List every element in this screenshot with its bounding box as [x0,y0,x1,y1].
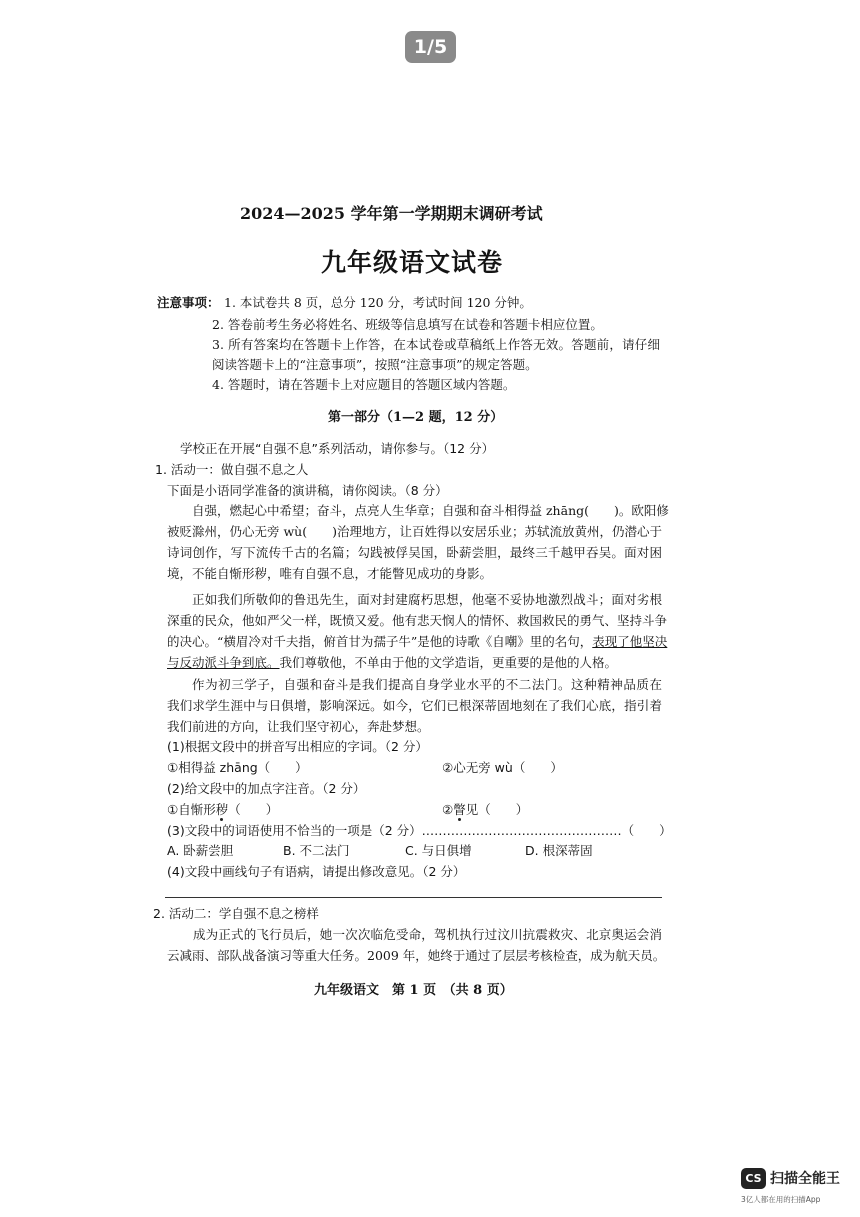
dotted-char: 瞥 [453,802,466,817]
sub-question-1-a: ①相得益 zhāng（ ） [167,760,308,775]
option-b: B. 不二法门 [283,843,350,858]
sub-question-1-b: ②心无旁 wù（ ） [442,760,563,775]
sub-question-2-b [442,802,528,817]
notes-item: 3. 所有答案均在答题卡上作答，在本试卷或草稿纸上作答无效。答题前，请仔细 [212,337,660,352]
notes-item: 4. 答题时，请在答题卡上对应题目的答题区域内答题。 [212,377,516,392]
dotted-char: 秽 [215,802,229,817]
option-text: ② [442,802,454,817]
page-indicator: 1/5 [405,31,456,63]
paper-title: 九年级语文试卷 [321,248,504,277]
passage-line: 境，不能自惭形秽，唯有自强不息，才能瞥见成功的身影。 [167,566,493,581]
underlined-sentence: 与反动派斗争到底。 [167,655,280,670]
notes-item: 阅读答题卡上的“注意事项”，按照“注意事项”的规定答题。 [212,357,538,372]
option-text: 见（ ） [465,802,529,817]
passage-line [167,655,617,670]
underlined-sentence: 表现了他坚决 [592,634,668,649]
option-d: D. 根深蒂固 [525,843,593,858]
notes-item: 2. 答卷前考生务必将姓名、班级等信息填写在试卷和答题卡相应位置。 [212,317,603,332]
option-a: A. 卧薪尝胆 [167,843,234,858]
option-text: ①自惭形 [167,802,216,817]
passage-line: 诗词创作，写下流传千古的名篇；勾践被俘吴国，卧薪尝胆，最终三千越甲吞吴。面对困 [167,545,662,560]
notes-item: 1. 本试卷共 8 页，总分 120 分，考试时间 120 分钟。 [224,295,532,310]
passage-text: 我们尊敬他，不单由于他的文学造诣，更重要的是他的人格。 [279,655,618,670]
exam-title: 2024—2025 学年第一学期期末调研考试 [240,204,543,223]
scanner-logo-icon: CS [741,1168,766,1189]
notes-label: 注意事项： [157,295,220,310]
question-1-title: 1. 活动一：做自强不息之人 [155,462,309,477]
passage-line: 深重的民众，他如严父一样，既愤又爱。他有悲天悯人的情怀、救国救民的勇气、坚持斗争 [167,613,668,628]
passage-line: 正如我们所敬仰的鲁迅先生，面对封建腐朽思想，他毫不妥协地激烈战斗；面对劣根 [192,592,662,607]
option-c: C. 与日俱增 [405,843,472,858]
passage-line: 作为初三学子，自强和奋斗是我们提高自身学业水平的不二法门。这种精神品质在 [192,677,662,692]
option-text: （ ） [228,802,279,817]
sub-question-1: (1)根据文段中的拼音写出相应的字词。（2 分） [167,739,428,754]
passage-line: 我们前进的方向，让我们坚守初心，奔赴梦想。 [167,719,430,734]
passage-line: 成为正式的飞行员后，她一次次临危受命，驾机执行过汶川抗震救灾、北京奥运会消 [193,927,662,942]
passage-text: 的决心。“横眉冷对千夫指，俯首甘为孺子牛”是他的诗歌《自嘲》里的名句， [167,634,593,649]
sub-question-2-a [167,802,278,817]
answer-line [165,897,662,898]
sub-question-3: (3)文段中的词语使用不恰当的一项是（2 分）…………………………………………（ ） [167,823,672,838]
question-2-title: 2. 活动二：学自强不息之榜样 [153,906,319,921]
page-footer: 九年级语文 第 1 页 （共 8 页） [314,983,513,998]
part-heading: 第一部分（1—2 题，12 分） [328,410,504,425]
passage-line [167,634,668,649]
question-1-lead: 下面是小语同学准备的演讲稿，请你阅读。（8 分） [167,483,448,498]
sub-question-2: (2)给文段中的加点字注音。（2 分） [167,781,366,796]
passage-line: 云减雨、部队战备演习等重大任务。2009 年，她终于通过了层层考核检查，成为航天员。 [167,948,666,963]
part-intro: 学校正在开展“自强不息”系列活动，请你参与。（12 分） [180,441,495,456]
passage-line: 自强，燃起心中希望；奋斗，点亮人生华章；自强和奋斗相得益 zhāng( )。欧阳修 [192,503,669,518]
passage-line: 被贬滁州，仍心无旁 wù( )治理地方，让百姓得以安居乐业；苏轼流放黄州，仍潜心于 [167,524,662,539]
passage-line: 我们求学生涯中与日俱增，影响深远。如今，它们已根深蒂固地刻在了我们心底，指引着 [167,698,662,713]
scanner-app-name: 扫描全能王 [770,1171,840,1187]
sub-question-4: (4)文段中画线句子有语病，请提出修改意见。（2 分） [167,864,466,879]
scanner-app-tagline: 3亿人都在用的扫描App [741,1195,821,1204]
